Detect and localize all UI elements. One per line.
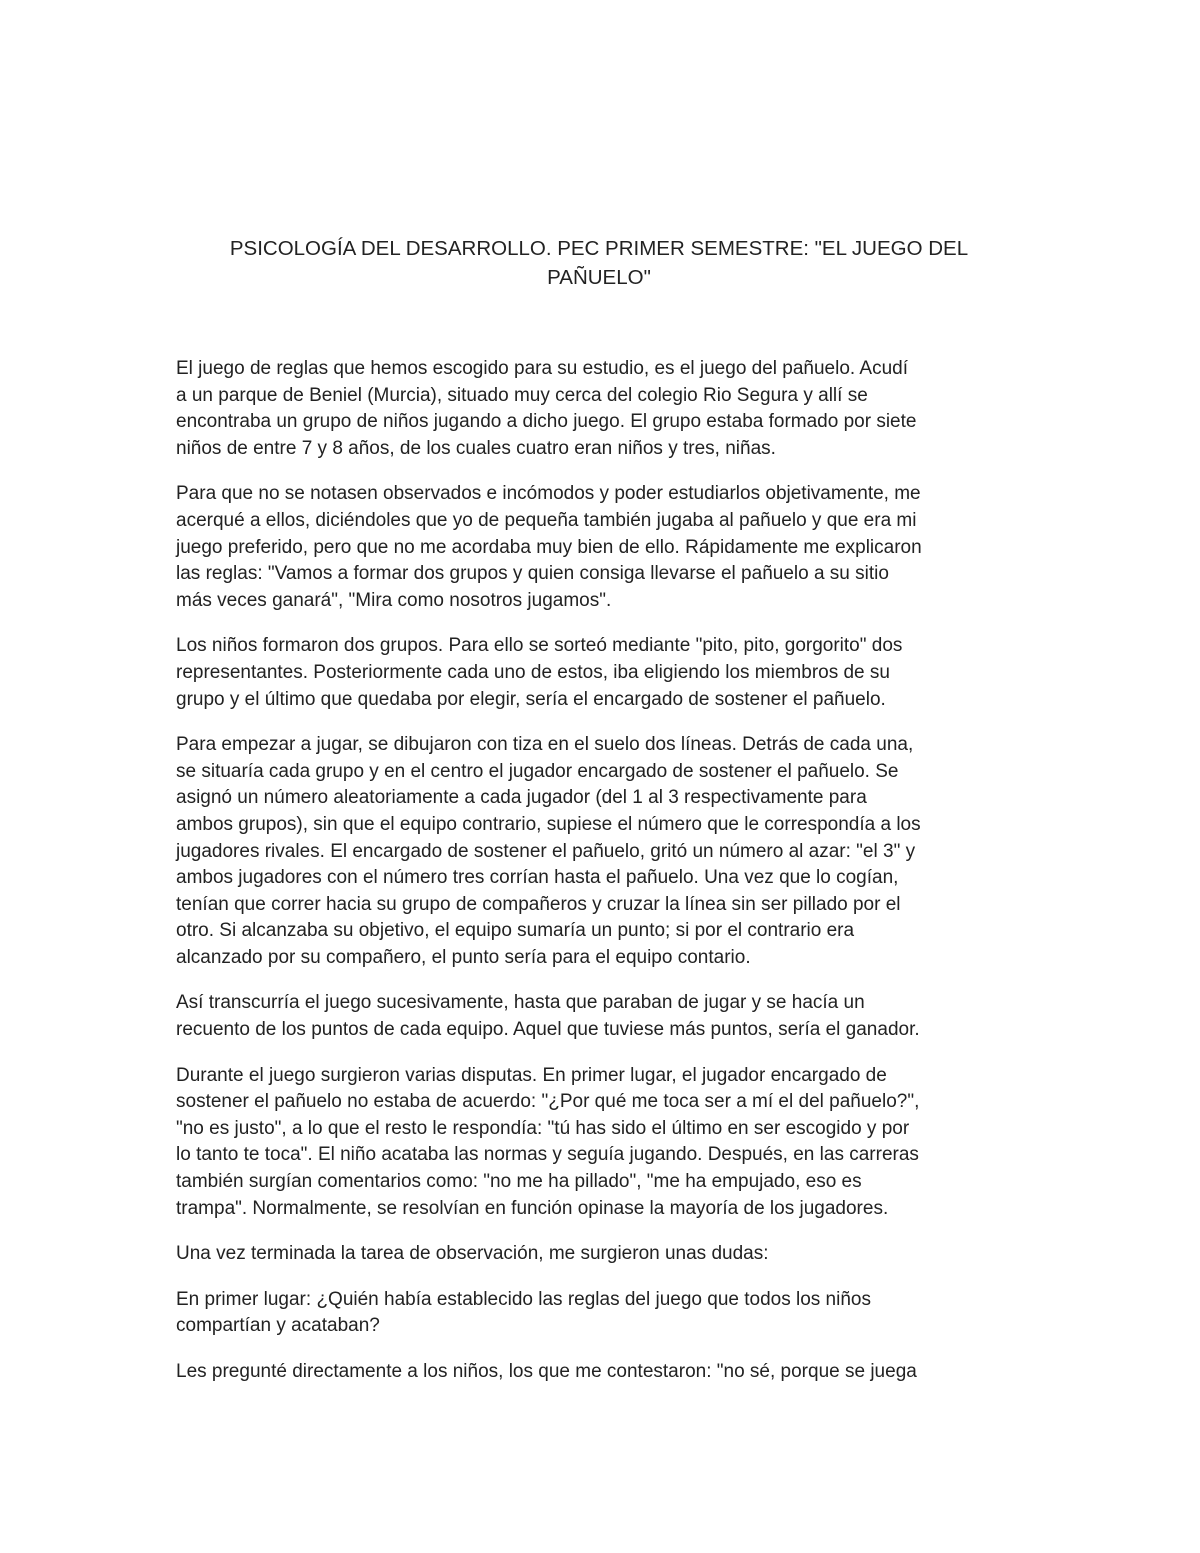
paragraph-line: a un parque de Beniel (Murcia), situado muy cerca del colegio Rio Segura y allí se (176, 384, 868, 406)
paragraph-line: Durante el juego surgieron varias disputas. En primer lugar, el jugador encargado de (176, 1064, 887, 1086)
paragraph-line: En primer lugar: ¿Quién había establecido las reglas del juego que todos los niños (176, 1288, 871, 1310)
paragraph-line: juego preferido, pero que no me acordaba muy bien de ello. Rápidamente me explicaron (176, 536, 922, 558)
paragraph-line: jugadores rivales. El encargado de sostener el pañuelo, gritó un número al azar: "el 3" y (176, 840, 916, 862)
paragraph-line: trampa". Normalmente, se resolvían en función opinase la mayoría de los jugadores. (176, 1197, 889, 1219)
paragraph-line: ambos grupos), sin que el equipo contrario, supiese el número que le correspondía a los (176, 813, 921, 835)
paragraph-4 (176, 732, 1032, 971)
paragraph-line: Para empezar a jugar, se dibujaron con tiza en el suelo dos líneas. Detrás de cada una, (176, 734, 914, 756)
document-body (176, 356, 1032, 1405)
paragraph-line: sostener el pañuelo no estaba de acuerdo: "¿Por qué me toca ser a mí el del pañuelo?", (176, 1091, 920, 1113)
paragraph-9 (176, 1359, 1032, 1386)
paragraph-line: acerqué a ellos, diciéndoles que yo de pequeña también jugaba al pañuelo y que era mi (176, 509, 917, 531)
paragraph-line: tenían que correr hacia su grupo de compañeros y cruzar la línea sin ser pillado por el (176, 893, 901, 915)
paragraph-line: compartían y acataban? (176, 1315, 380, 1337)
paragraph-line: Así transcurría el juego sucesivamente, hasta que paraban de jugar y se hacía un (176, 992, 865, 1014)
document-title (160, 234, 1038, 292)
paragraph-2 (176, 481, 1032, 614)
paragraph-3 (176, 633, 1032, 713)
paragraph-line: otro. Si alcanzaba su objetivo, el equipo sumaría un punto; si por el contrario era (176, 920, 855, 942)
title-line-1: PSICOLOGÍA DEL DESARROLLO. PEC PRIMER SEMESTRE: "EL JUEGO DEL (229, 237, 969, 260)
paragraph-line: alcanzado por su compañero, el punto sería para el equipo contario. (176, 946, 751, 968)
paragraph-line: grupo y el último que quedaba por elegir, sería el encargado de sostener el pañuelo. (176, 688, 886, 710)
paragraph-line: lo tanto te toca". El niño acataba las normas y seguía jugando. Después, en las carreras (176, 1144, 919, 1166)
paragraph-7 (176, 1241, 1032, 1268)
paragraph-line: más veces ganará", "Mira como nosotros jugamos". (176, 589, 612, 611)
paragraph-line: encontraba un grupo de niños jugando a dicho juego. El grupo estaba formado por siete (176, 411, 917, 433)
paragraph-line: se situaría cada grupo y en el centro el jugador encargado de sostener el pañuelo. Se (176, 760, 899, 782)
paragraph-line: El juego de reglas que hemos escogido para su estudio, es el juego del pañuelo. Acudí (176, 358, 909, 379)
paragraph-8 (176, 1287, 1032, 1340)
paragraph-line: "no es justo", a lo que el resto le respondía: "tú has sido el último en ser escogido y por (176, 1117, 910, 1139)
title-line-2: PAÑUELO" (547, 266, 651, 289)
paragraph-1 (176, 356, 1032, 462)
paragraph-line: Una vez terminada la tarea de observación, me surgieron unas dudas: (176, 1243, 769, 1265)
paragraph-line: asignó un número aleatoriamente a cada jugador (del 1 al 3 respectivamente para (176, 787, 867, 809)
paragraph-line: Los niños formaron dos grupos. Para ello se sorteó mediante "pito, pito, gorgorito" dos (176, 635, 903, 657)
paragraph-line: también surgían comentarios como: "no me ha pillado", "me ha empujado, eso es (176, 1171, 862, 1193)
paragraph-line: Para que no se notasen observados e incómodos y poder estudiarlos objetivamente, me (176, 483, 921, 505)
paragraph-line: recuento de los puntos de cada equipo. Aquel que tuviese más puntos, sería el ganador. (176, 1019, 920, 1041)
paragraph-line: representantes. Posteriormente cada uno de estos, iba eligiendo los miembros de su (176, 661, 890, 683)
paragraph-line: las reglas: "Vamos a formar dos grupos y quien consiga llevarse el pañuelo a su sitio (176, 563, 889, 585)
paragraph-5 (176, 990, 1032, 1043)
paragraph-line: Les pregunté directamente a los niños, los que me contestaron: "no sé, porque se juega (176, 1361, 917, 1382)
paragraph-line: ambos jugadores con el número tres corrían hasta el pañuelo. Una vez que lo cogían, (176, 867, 899, 889)
paragraph-6 (176, 1063, 1032, 1223)
paragraph-line: niños de entre 7 y 8 años, de los cuales cuatro eran niños y tres, niñas. (176, 437, 776, 459)
